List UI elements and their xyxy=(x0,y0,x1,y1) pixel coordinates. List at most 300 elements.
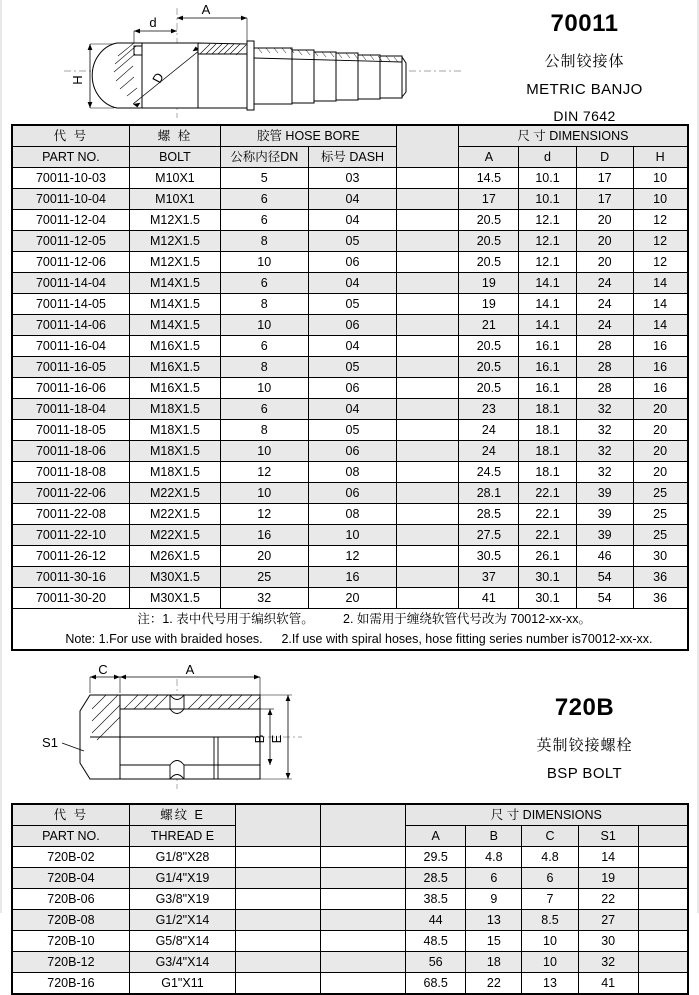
cell-D: 20 xyxy=(576,210,633,231)
cell-D: 32 xyxy=(576,399,633,420)
cell-part: 70011-12-06 xyxy=(12,252,130,273)
cell-d: 12.1 xyxy=(519,231,576,252)
spec-table-720B xyxy=(11,803,689,995)
cell-blank xyxy=(397,294,459,315)
cell-a: 14.5 xyxy=(459,168,519,189)
note-cn-2: 2. 如需用于缠绕软管代号改为 70012-xx-xx。 xyxy=(343,612,591,626)
cell-blank xyxy=(397,420,459,441)
cell-b: 22 xyxy=(466,973,522,995)
dim-label-d: d xyxy=(149,15,157,30)
cell-blank xyxy=(397,168,459,189)
th-bore-dn: 公称内径DN xyxy=(220,147,308,168)
cell-dn: 10 xyxy=(220,441,308,462)
cell-b2 xyxy=(320,973,405,995)
cell-D: 39 xyxy=(576,483,633,504)
cell-b3 xyxy=(638,868,687,889)
table-row xyxy=(12,567,688,588)
cell-bolt: M10X1 xyxy=(130,168,220,189)
cell-blank xyxy=(397,462,459,483)
cell-D: 17 xyxy=(576,189,633,210)
cell-dash: 04 xyxy=(308,336,396,357)
cell-a: 19 xyxy=(459,294,519,315)
product-title-en-720B: BSP BOLT xyxy=(546,765,623,782)
cell-b: 4.8 xyxy=(466,847,522,868)
cell-h: 12 xyxy=(633,231,687,252)
cell-b1 xyxy=(235,973,320,995)
cell-dash: 16 xyxy=(308,567,396,588)
dim-label-E: E xyxy=(269,734,284,744)
cell-dn: 12 xyxy=(220,462,308,483)
cell-h: 30 xyxy=(633,546,687,567)
cell-d: 30.1 xyxy=(519,567,576,588)
cell-bolt: M14X1.5 xyxy=(130,273,220,294)
cell-D: 46 xyxy=(576,546,633,567)
cell-bolt: M30X1.5 xyxy=(130,588,220,609)
cell-b3 xyxy=(638,931,687,952)
section-70011 xyxy=(2,0,697,651)
cell-bolt: M12X1.5 xyxy=(130,231,220,252)
cell-a: 48.5 xyxy=(406,931,466,952)
th-dim-h: H xyxy=(633,147,687,168)
cell-part: 70011-26-12 xyxy=(12,546,130,567)
th-dimensions-group-720B: 尺 寸 DIMENSIONS xyxy=(406,804,688,826)
cell-dn: 6 xyxy=(220,210,308,231)
cell-a: 20.5 xyxy=(459,252,519,273)
cell-blank xyxy=(397,441,459,462)
table-row xyxy=(12,847,688,868)
cell-D: 20 xyxy=(576,252,633,273)
cell-dn: 12 xyxy=(220,504,308,525)
cell-blank xyxy=(397,378,459,399)
cell-D: 39 xyxy=(576,504,633,525)
th-dim-d-small: d xyxy=(519,147,576,168)
table-row xyxy=(12,294,688,315)
cell-d: 26.1 xyxy=(519,546,576,567)
dim-label-A-bolt: A xyxy=(185,665,195,677)
spec-table-70011-head xyxy=(12,125,688,168)
cell-d: 16.1 xyxy=(519,378,576,399)
cell-b2 xyxy=(320,931,405,952)
cell-bolt: M18X1.5 xyxy=(130,399,220,420)
cell-b3 xyxy=(638,952,687,973)
cell-d: 30.1 xyxy=(519,588,576,609)
cell-a: 20.5 xyxy=(459,357,519,378)
cell-part: 70011-10-04 xyxy=(12,189,130,210)
cell-h: 12 xyxy=(633,252,687,273)
cell-bolt: M26X1.5 xyxy=(130,546,220,567)
dim-label-A: A xyxy=(201,2,211,17)
cell-a: 56 xyxy=(406,952,466,973)
table-row xyxy=(12,168,688,189)
cell-dn: 10 xyxy=(220,483,308,504)
table-row xyxy=(12,315,688,336)
cell-a: 24 xyxy=(459,420,519,441)
cell-dn: 16 xyxy=(220,525,308,546)
cell-h: 10 xyxy=(633,168,687,189)
cell-b1 xyxy=(235,952,320,973)
cell-b: 15 xyxy=(466,931,522,952)
cell-dash: 06 xyxy=(308,252,396,273)
cell-D: 54 xyxy=(576,588,633,609)
cell-bolt: M18X1.5 xyxy=(130,441,220,462)
th-part-en: PART NO. xyxy=(12,147,130,168)
section-720B-header xyxy=(2,665,697,797)
table-row xyxy=(12,189,688,210)
cell-dn: 8 xyxy=(220,231,308,252)
cell-D: 28 xyxy=(576,336,633,357)
cell-s1: 41 xyxy=(578,973,638,995)
cell-d: 18.1 xyxy=(519,441,576,462)
cell-bolt: M22X1.5 xyxy=(130,483,220,504)
product-standard: DIN 7642 xyxy=(553,108,616,124)
cell-blank xyxy=(397,189,459,210)
cell-h: 16 xyxy=(633,336,687,357)
th-dim-a-720B: A xyxy=(406,826,466,847)
cell-h: 12 xyxy=(633,210,687,231)
cell-D: 54 xyxy=(576,567,633,588)
cell-b: 9 xyxy=(466,889,522,910)
cell-part: 70011-18-08 xyxy=(12,462,130,483)
cell-dash: 08 xyxy=(308,504,396,525)
part-code: 70011 xyxy=(550,10,619,37)
cell-D: 32 xyxy=(576,462,633,483)
cell-d: 22.1 xyxy=(519,504,576,525)
cell-d: 22.1 xyxy=(519,525,576,546)
cell-b2 xyxy=(320,889,405,910)
cell-part: 70011-16-04 xyxy=(12,336,130,357)
cell-c: 13 xyxy=(522,973,578,995)
table-row xyxy=(12,483,688,504)
cell-thread: G1/2"X14 xyxy=(130,910,235,931)
cell-dn: 6 xyxy=(220,336,308,357)
cell-dash: 06 xyxy=(308,483,396,504)
cell-dash: 06 xyxy=(308,315,396,336)
cell-a: 29.5 xyxy=(406,847,466,868)
cell-dash: 04 xyxy=(308,273,396,294)
table-row xyxy=(12,973,688,995)
cell-b2 xyxy=(320,952,405,973)
cell-a: 28.1 xyxy=(459,483,519,504)
cell-b: 18 xyxy=(466,952,522,973)
cell-D: 39 xyxy=(576,525,633,546)
cell-blank xyxy=(397,357,459,378)
cell-b2 xyxy=(320,847,405,868)
header-row-bottom xyxy=(12,147,688,168)
cell-c: 7 xyxy=(522,889,578,910)
cell-b3 xyxy=(638,847,687,868)
cell-part: 70011-22-10 xyxy=(12,525,130,546)
cell-h: 14 xyxy=(633,273,687,294)
cell-a: 24.5 xyxy=(459,462,519,483)
cell-d: 14.1 xyxy=(519,273,576,294)
table-row xyxy=(12,399,688,420)
th-blank-spacer xyxy=(397,125,459,168)
cell-dn: 25 xyxy=(220,567,308,588)
th-bore-dash: 标号 DASH xyxy=(308,147,396,168)
cell-dash: 06 xyxy=(308,441,396,462)
cell-thread: G3/8"X19 xyxy=(130,889,235,910)
cell-dash: 03 xyxy=(308,168,396,189)
cell-dash: 08 xyxy=(308,462,396,483)
th-thread-en: THREAD E xyxy=(130,826,235,847)
th-dim-a: A xyxy=(459,147,519,168)
cell-d: 18.1 xyxy=(519,420,576,441)
part-code-720B: 720B xyxy=(554,694,615,721)
cell-h: 14 xyxy=(633,315,687,336)
cell-blank xyxy=(397,315,459,336)
cell-part: 70011-18-06 xyxy=(12,441,130,462)
cell-blank xyxy=(397,210,459,231)
cell-blank xyxy=(397,252,459,273)
section-70011-header xyxy=(2,0,697,124)
cell-dash: 05 xyxy=(308,294,396,315)
spec-table-720B-head xyxy=(12,804,688,847)
cell-b1 xyxy=(235,931,320,952)
cell-thread: G1/8"X28 xyxy=(130,847,235,868)
cell-a: 20.5 xyxy=(459,210,519,231)
cell-a: 21 xyxy=(459,315,519,336)
cell-part: 720B-16 xyxy=(12,973,130,995)
cell-bolt: M14X1.5 xyxy=(130,315,220,336)
cell-blank xyxy=(397,546,459,567)
product-title-cn: 公制铰接体 xyxy=(544,53,625,70)
cell-c: 10 xyxy=(522,931,578,952)
cell-c: 8.5 xyxy=(522,910,578,931)
th-blank-2 xyxy=(320,804,405,847)
cell-a: 30.5 xyxy=(459,546,519,567)
cell-dn: 20 xyxy=(220,546,308,567)
dim-label-B: B xyxy=(252,734,267,744)
th-part-en-720B: PART NO. xyxy=(12,826,130,847)
cell-part: 70011-30-16 xyxy=(12,567,130,588)
cell-thread: G3/4"X14 xyxy=(130,952,235,973)
cell-c: 4.8 xyxy=(522,847,578,868)
cell-a: 28.5 xyxy=(406,868,466,889)
cell-a: 20.5 xyxy=(459,336,519,357)
cell-a: 37 xyxy=(459,567,519,588)
table-row xyxy=(12,868,688,889)
cell-dash: 06 xyxy=(308,378,396,399)
th-thread-cn: 螺纹 E xyxy=(130,804,235,826)
cell-bolt: M18X1.5 xyxy=(130,420,220,441)
metric-banjo-fitting-drawing xyxy=(2,0,472,124)
cell-D: 20 xyxy=(576,231,633,252)
cell-dash: 10 xyxy=(308,525,396,546)
cell-D: 32 xyxy=(576,420,633,441)
table-row xyxy=(12,231,688,252)
cell-h: 25 xyxy=(633,483,687,504)
cell-h: 25 xyxy=(633,504,687,525)
cell-dash: 05 xyxy=(308,357,396,378)
cell-blank xyxy=(397,399,459,420)
note-cn-1: 注：1. 表中代号用于编织软管。 xyxy=(137,612,314,626)
spec-table-70011-foot xyxy=(12,609,688,651)
cell-s1: 14 xyxy=(578,847,638,868)
table-row xyxy=(12,357,688,378)
cell-a: 44 xyxy=(406,910,466,931)
cell-blank xyxy=(397,231,459,252)
cell-bolt: M16X1.5 xyxy=(130,357,220,378)
cell-dash: 12 xyxy=(308,546,396,567)
table-row xyxy=(12,252,688,273)
header-row-top xyxy=(12,125,688,147)
section-70011-title-block xyxy=(472,0,697,124)
th-hose-bore-group: 胶管 HOSE BORE xyxy=(220,125,397,147)
cell-c: 6 xyxy=(522,868,578,889)
table-row xyxy=(12,378,688,399)
th-dimensions-group: 尺 寸 DIMENSIONS xyxy=(459,125,688,147)
cell-blank xyxy=(397,336,459,357)
cell-d: 12.1 xyxy=(519,210,576,231)
cell-thread: G1"X11 xyxy=(130,973,235,995)
th-blank-1 xyxy=(235,804,320,847)
cell-a: 24 xyxy=(459,441,519,462)
cell-dn: 6 xyxy=(220,273,308,294)
cell-h: 20 xyxy=(633,399,687,420)
table-row xyxy=(12,441,688,462)
product-title-en: METRIC BANJO xyxy=(526,81,643,98)
cell-D: 28 xyxy=(576,378,633,399)
dim-label-D: D xyxy=(149,70,167,86)
th-bolt-cn: 螺 栓 xyxy=(130,125,220,147)
cell-dn: 6 xyxy=(220,189,308,210)
table-row xyxy=(12,504,688,525)
cell-blank xyxy=(397,273,459,294)
cell-part: 70011-10-03 xyxy=(12,168,130,189)
cell-part: 70011-14-06 xyxy=(12,315,130,336)
cell-a: 28.5 xyxy=(459,504,519,525)
cell-blank xyxy=(397,483,459,504)
cell-part: 70011-12-04 xyxy=(12,210,130,231)
cell-dash: 05 xyxy=(308,420,396,441)
cell-s1: 27 xyxy=(578,910,638,931)
spec-table-70011 xyxy=(11,124,689,651)
cell-part: 70011-22-06 xyxy=(12,483,130,504)
cell-d: 10.1 xyxy=(519,189,576,210)
cell-h: 36 xyxy=(633,588,687,609)
cell-dash: 05 xyxy=(308,231,396,252)
bsp-banjo-bolt-drawing xyxy=(2,665,472,797)
cell-thread: G5/8"X14 xyxy=(130,931,235,952)
cell-part: 70011-22-08 xyxy=(12,504,130,525)
cell-blank xyxy=(397,504,459,525)
cell-d: 16.1 xyxy=(519,357,576,378)
cell-dash: 04 xyxy=(308,399,396,420)
cell-D: 24 xyxy=(576,273,633,294)
cell-part: 70011-30-20 xyxy=(12,588,130,609)
table-row xyxy=(12,952,688,973)
cell-s1: 19 xyxy=(578,868,638,889)
cell-part: 70011-16-05 xyxy=(12,357,130,378)
cell-dn: 10 xyxy=(220,315,308,336)
cell-b3 xyxy=(638,889,687,910)
table-row xyxy=(12,525,688,546)
cell-part: 70011-14-05 xyxy=(12,294,130,315)
table-notes xyxy=(12,609,688,651)
cell-a: 23 xyxy=(459,399,519,420)
cell-dn: 8 xyxy=(220,420,308,441)
cell-b1 xyxy=(235,868,320,889)
cell-bolt: M30X1.5 xyxy=(130,567,220,588)
dim-label-S1: S1 xyxy=(42,735,58,750)
cell-D: 24 xyxy=(576,294,633,315)
cell-part: 720B-10 xyxy=(12,931,130,952)
cell-h: 16 xyxy=(633,378,687,399)
th-part-cn: 代 号 xyxy=(12,125,130,147)
cell-h: 25 xyxy=(633,525,687,546)
cell-c: 10 xyxy=(522,952,578,973)
cell-bolt: M18X1.5 xyxy=(130,462,220,483)
cell-dn: 6 xyxy=(220,399,308,420)
cell-dash: 20 xyxy=(308,588,396,609)
section-720B-title-block xyxy=(472,665,697,797)
cell-d: 14.1 xyxy=(519,294,576,315)
cell-dash: 04 xyxy=(308,189,396,210)
cell-D: 28 xyxy=(576,357,633,378)
cell-d: 22.1 xyxy=(519,483,576,504)
th-dim-c-720B: C xyxy=(522,826,578,847)
cell-thread: G1/4"X19 xyxy=(130,868,235,889)
dim-label-C: C xyxy=(98,665,108,677)
cell-s1: 30 xyxy=(578,931,638,952)
note-row xyxy=(12,609,688,651)
cell-dn: 8 xyxy=(220,357,308,378)
note-en-1: Note: 1.For use with braided hoses. xyxy=(65,632,263,646)
cell-h: 10 xyxy=(633,189,687,210)
product-title-cn-720B: 英制铰接螺栓 xyxy=(536,737,633,754)
th-blank-3 xyxy=(638,826,687,847)
cell-part: 70011-12-05 xyxy=(12,231,130,252)
table-row xyxy=(12,931,688,952)
cell-b1 xyxy=(235,889,320,910)
spec-table-70011-body xyxy=(12,168,688,609)
cell-dn: 8 xyxy=(220,294,308,315)
cell-s1: 32 xyxy=(578,952,638,973)
spec-table-720B-body xyxy=(12,847,688,995)
cell-dn: 10 xyxy=(220,378,308,399)
cell-d: 12.1 xyxy=(519,252,576,273)
cell-blank xyxy=(397,525,459,546)
cell-dash: 04 xyxy=(308,210,396,231)
cell-b1 xyxy=(235,847,320,868)
th-bolt-en: BOLT xyxy=(130,147,220,168)
cell-bolt: M10X1 xyxy=(130,189,220,210)
cell-dn: 10 xyxy=(220,252,308,273)
cell-a: 27.5 xyxy=(459,525,519,546)
cell-b: 13 xyxy=(466,910,522,931)
cell-b3 xyxy=(638,973,687,995)
cell-bolt: M12X1.5 xyxy=(130,210,220,231)
cell-part: 70011-18-05 xyxy=(12,420,130,441)
cell-a: 19 xyxy=(459,273,519,294)
cell-part: 720B-04 xyxy=(12,868,130,889)
cell-a: 68.5 xyxy=(406,973,466,995)
cell-h: 14 xyxy=(633,294,687,315)
th-dim-b-720B: B xyxy=(466,826,522,847)
bolt-drawing-svg xyxy=(2,665,472,797)
cell-blank xyxy=(397,588,459,609)
cell-h: 16 xyxy=(633,357,687,378)
cell-part: 720B-02 xyxy=(12,847,130,868)
table-row xyxy=(12,546,688,567)
cell-d: 16.1 xyxy=(519,336,576,357)
cell-h: 20 xyxy=(633,462,687,483)
cell-part: 70011-18-04 xyxy=(12,399,130,420)
cell-b: 6 xyxy=(466,868,522,889)
cell-a: 41 xyxy=(459,588,519,609)
cell-bolt: M16X1.5 xyxy=(130,378,220,399)
cell-a: 20.5 xyxy=(459,231,519,252)
